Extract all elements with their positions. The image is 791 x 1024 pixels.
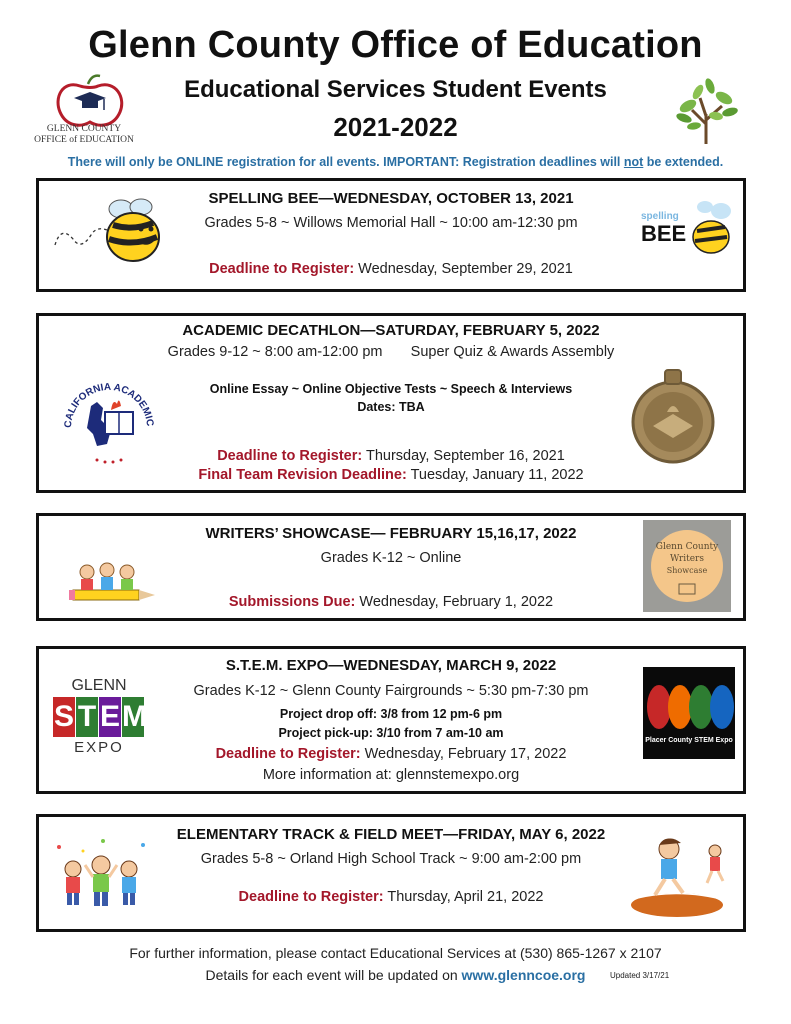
deadline-label: Submissions Due: <box>228 594 356 610</box>
event-title: S.T.E.M. EXPO—WEDNESDAY, MARCH 9, 2022 <box>225 657 557 674</box>
stem-letter-t: T <box>76 697 98 737</box>
event-details: Grades 5-8 ~ Orland High School Track ~ 9:00 am-2:00 pm <box>200 851 582 867</box>
notice-text-2: be extended. <box>643 155 724 169</box>
tree-logo <box>670 76 742 146</box>
final-revision-label: Final Team Revision Deadline: <box>198 467 407 483</box>
decathlon-seal-icon <box>57 372 161 476</box>
badge-line3: Showcase <box>666 566 708 575</box>
deadline-label: Deadline to Register: <box>238 889 384 905</box>
stem-logo-top: GLENN <box>71 677 127 694</box>
kids-pencil-icon <box>69 550 157 606</box>
event-spelling-bee <box>36 178 746 292</box>
spelling-bee-logo-word1: spelling <box>641 211 679 222</box>
event-title: WRITERS’ SHOWCASE— FEBRUARY 15,16,17, 2022 <box>205 525 577 542</box>
kids-cheering-icon <box>53 835 149 915</box>
stem-letter-s: S <box>53 697 75 737</box>
apple-icon <box>40 72 140 132</box>
badge-line1: Glenn County <box>655 542 719 552</box>
stem-circles-icon <box>643 667 735 759</box>
event-dropoff: Project drop off: 3/8 from 12 pm-6 pm <box>279 707 503 721</box>
kids-pencil-illustration <box>69 550 157 606</box>
notice-emphasis: not <box>623 155 644 169</box>
event-details: Grades K-12 ~ Online <box>320 550 462 566</box>
event-title: ACADEMIC DECATHLON—SATURDAY, FEBRUARY 5, 2022 <box>182 322 600 339</box>
deadline-value: Wednesday, February 17, 2022 <box>360 746 567 762</box>
deadline-value: Thursday, September 16, 2021 <box>362 448 565 464</box>
deadline-value: Wednesday, September 29, 2021 <box>354 261 573 277</box>
event-stem-expo <box>36 646 746 794</box>
medal-icon <box>627 366 719 466</box>
updated-date: Updated 3/17/21 <box>610 971 670 980</box>
tree-icon <box>670 76 742 146</box>
event-title: SPELLING BEE—WEDNESDAY, OCTOBER 13, 2021 <box>208 190 574 207</box>
event-title: ELEMENTARY TRACK & FIELD MEET—FRIDAY, MAY 6, 2022 <box>176 826 606 843</box>
notice-text-1: There will only be ONLINE registration for all events. IMPORTANT: Registration deadlines will <box>67 155 624 169</box>
decathlon-seal <box>57 372 161 476</box>
bee-icon <box>51 195 166 265</box>
bee-illustration <box>51 195 166 265</box>
event-online-tests: Online Essay ~ Online Objective Tests ~ Speech & Interviews <box>209 382 573 396</box>
page-title: Glenn County Office of Education <box>88 24 703 66</box>
decathlon-medal <box>627 366 719 466</box>
event-dates: Dates: TBA <box>357 400 425 414</box>
event-pickup: Project pick-up: 3/10 from 7 am-10 am <box>278 726 504 740</box>
seal-text: CALIFORNIA ACADEMIC <box>62 381 156 429</box>
event-academic-decathlon <box>36 313 746 493</box>
event-writers-showcase <box>36 513 746 621</box>
runners-icon <box>629 831 733 921</box>
footer-details <box>0 967 791 983</box>
kids-cheering-illustration <box>53 835 149 915</box>
school-year: 2021-2022 <box>333 112 458 142</box>
event-track-field <box>36 814 746 932</box>
event-details: Grades K-12 ~ Glenn County Fairgrounds ~ 5:30 pm-7:30 pm <box>193 683 589 699</box>
event-details: Grades 5-8 ~ Willows Memorial Hall ~ 10:00 am-12:30 pm <box>204 215 578 231</box>
deadline-value: Thursday, April 21, 2022 <box>383 889 544 905</box>
event-details: Grades 9-12 ~ 8:00 am-12:00 pm Super Quiz & Awards Assembly <box>167 344 615 360</box>
footer-details-text: Details for each event will be updated on <box>205 967 462 983</box>
stem-letter-e: E <box>99 697 121 737</box>
runners-illustration <box>629 831 733 921</box>
website-link[interactable]: www.glenncoe.org <box>461 967 586 983</box>
writers-showcase-badge <box>643 520 731 612</box>
placer-stem-image <box>643 667 735 759</box>
final-revision-value: Tuesday, January 11, 2022 <box>406 467 584 483</box>
deadline-label: Deadline to Register: <box>217 448 363 464</box>
gcoe-logo-text <box>24 124 144 146</box>
stem-letter-m: M <box>122 697 144 737</box>
event-more-info: More information at: glennstemexpo.org <box>262 767 520 783</box>
placer-caption: Placer County STEM Expo <box>645 737 733 744</box>
footer-contact: For further information, please contact Educational Services at (530) 865-1267 x 2107 <box>129 945 662 961</box>
page-subtitle: Educational Services Student Events <box>184 76 607 103</box>
deadline-label: Deadline to Register: <box>209 261 355 277</box>
stem-logo-bottom: EXPO <box>74 739 124 756</box>
registration-notice <box>0 155 791 169</box>
glenn-stem-logo <box>51 677 147 771</box>
logo-text-line1: GLENN COUNTY <box>46 124 122 134</box>
deadline-label: Deadline to Register: <box>215 746 361 762</box>
badge-line2: Writers <box>670 554 704 564</box>
logo-text-line2: OFFICE of EDUCATION <box>34 135 134 145</box>
spelling-bee-logo-word2: BEE <box>641 221 687 246</box>
deadline-value: Wednesday, February 1, 2022 <box>355 594 554 610</box>
